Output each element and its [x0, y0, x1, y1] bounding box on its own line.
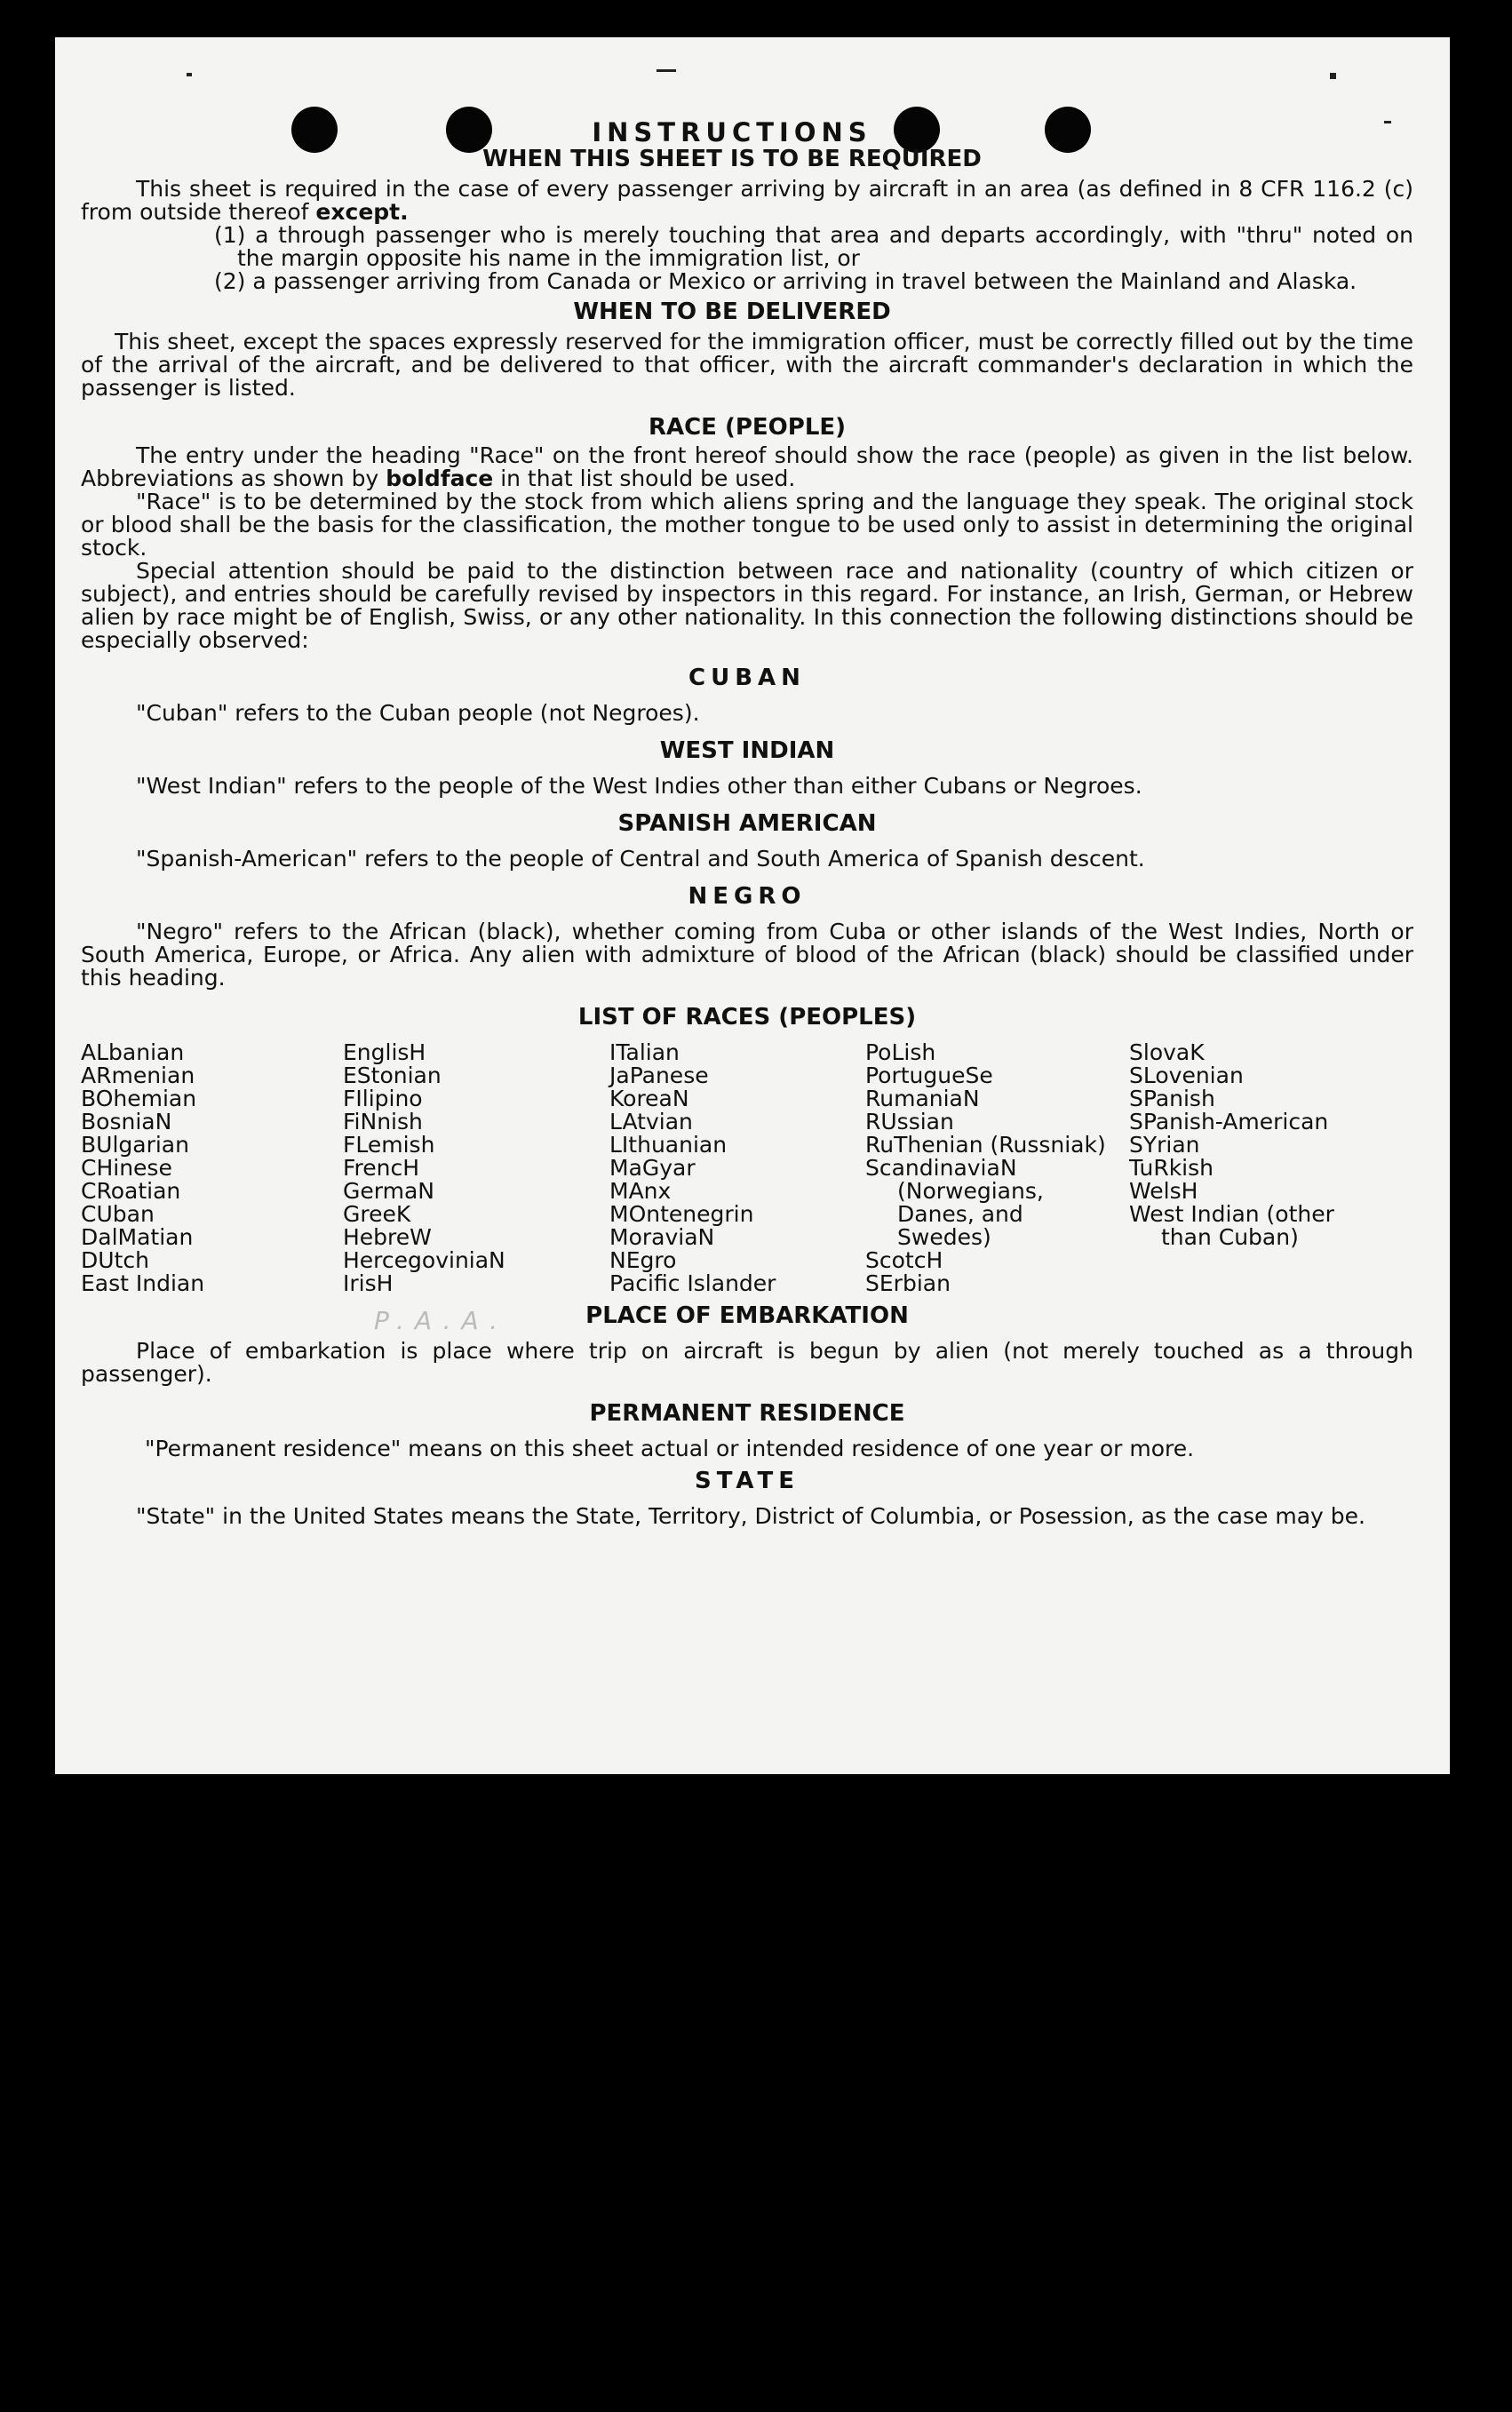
- spanish-american-heading: SPANISH AMERICAN: [617, 810, 877, 837]
- race-entry: BOhemian: [81, 1086, 197, 1111]
- race-entry: Pacific Islander: [609, 1270, 776, 1296]
- race-entry: FrencH: [343, 1155, 420, 1181]
- embarkation-block: [81, 1302, 1413, 1335]
- race-entry: ALbanian: [81, 1039, 185, 1065]
- race-entry: ScandinaviaN: [865, 1155, 1017, 1181]
- race-paragraph-2: "Race" is to be determined by the stock from which aliens spring and the language they speak. The original stock or blood shall be the basis for the classification, the mother tongue to be used only to assist in determining the original stock.: [81, 489, 1413, 561]
- race-entry: than Cuban): [1161, 1224, 1299, 1250]
- race-text-1b: in that list should be used.: [493, 466, 796, 491]
- required-heading: WHEN THIS SHEET IS TO BE REQUIRED: [482, 146, 982, 172]
- cuban-heading: CUBAN: [688, 665, 806, 691]
- races-column-4: [865, 1041, 1129, 1295]
- scan-speck: [1330, 73, 1336, 79]
- race-entry: CRoatian: [81, 1178, 181, 1204]
- race-entry: ITalian: [609, 1039, 680, 1065]
- race-heading: RACE (PEOPLE): [648, 414, 847, 441]
- race-entry: FIlipino: [343, 1086, 423, 1111]
- race-entry: CUban: [81, 1201, 155, 1227]
- races-column-2: [343, 1041, 609, 1295]
- race-entry: NEgro: [609, 1247, 677, 1273]
- race-entry: CHinese: [81, 1155, 172, 1181]
- embarkation-text: Place of embarkation is place where trip on aircraft is begun by alien (not merely touched as a through passenger).: [81, 1338, 1413, 1387]
- race-entry: GermaN: [343, 1178, 434, 1204]
- negro-text: "Negro" refers to the African (black), whether coming from Cuba or other islands of the West Indies, North or South America, Europe, or Africa. Any alien with admixture of blood of the African (black) should be classified under this heading.: [81, 919, 1413, 991]
- race-entry: West Indian (other: [1129, 1201, 1334, 1227]
- race-entry: Swedes): [897, 1224, 991, 1250]
- race-entry: HercegoviniaN: [343, 1247, 505, 1273]
- race-entry: BosniaN: [81, 1109, 172, 1134]
- permanent-residence-text: "Permanent residence" means on this sheet actual or intended residence of one year or more.: [145, 1436, 1195, 1461]
- race-entry: SPanish-American: [1129, 1109, 1329, 1134]
- race-paragraph-1: [81, 444, 1413, 490]
- cuban-text: "Cuban" refers to the Cuban people (not Negroes).: [136, 700, 700, 726]
- race-entry: MAnx: [609, 1178, 672, 1204]
- delivered-heading: WHEN TO BE DELIVERED: [573, 299, 891, 325]
- spanish-american-text: "Spanish-American" refers to the people of Central and South America of Spanish descent.: [136, 846, 1145, 872]
- race-entry: IrisH: [343, 1270, 394, 1296]
- race-entry: DUtch: [81, 1247, 149, 1273]
- race-entry: HebreW: [343, 1224, 432, 1250]
- race-entry: RUssian: [865, 1109, 954, 1134]
- exception-item-1: (1) a through passenger who is merely touching that area and departs accordingly, with "thru" noted on the margin opposite his name in the immigration list, or: [214, 222, 1413, 271]
- west-indian-heading: WEST INDIAN: [659, 737, 835, 764]
- race-entry: FLemish: [343, 1132, 435, 1158]
- scan-speck: [657, 69, 676, 72]
- races-table: [81, 1041, 1413, 1295]
- handwritten-mark: P.A.A.: [374, 1306, 509, 1335]
- state-heading: STATE: [694, 1468, 800, 1494]
- race-entry: WelsH: [1129, 1178, 1198, 1204]
- negro-heading: NEGRO: [688, 883, 807, 910]
- races-column-3: [609, 1041, 865, 1295]
- race-entry: FiNnish: [343, 1109, 423, 1134]
- scan-speck: [187, 73, 192, 76]
- race-entry: GreeK: [343, 1201, 411, 1227]
- race-entry: East Indian: [81, 1270, 205, 1296]
- race-entry: EnglisH: [343, 1039, 426, 1065]
- race-entry: ScotcH: [865, 1247, 943, 1273]
- race-entry: LIthuanian: [609, 1132, 728, 1158]
- race-entry: KoreaN: [609, 1086, 689, 1111]
- race-entry: SPanish: [1129, 1086, 1215, 1111]
- embarkation-heading: PLACE OF EMBARKATION: [585, 1302, 909, 1329]
- race-entry: MoraviaN: [609, 1224, 715, 1250]
- race-entry: PoLish: [865, 1039, 936, 1065]
- race-entry: SLovenian: [1129, 1063, 1244, 1088]
- required-text: This sheet is required in the case of every passenger arriving by aircraft in an area (as defined in 8 CFR 116.2 (c) from outside thereof: [81, 176, 1413, 225]
- race-entry: SlovaK: [1129, 1039, 1205, 1065]
- state-text: "State" in the United States means the State, Territory, District of Columbia, or Posession, as the case may be.: [136, 1503, 1365, 1529]
- page-title: INSTRUCTIONS: [592, 117, 872, 147]
- race-entry: LAtvian: [609, 1109, 693, 1134]
- race-entry: (Norwegians,: [897, 1178, 1044, 1204]
- race-entry: DalMatian: [81, 1224, 194, 1250]
- races-column-1: [81, 1041, 343, 1295]
- delivered-paragraph: This sheet, except the spaces expressly reserved for the immigration officer, must be correctly filled out by the time of the arrival of the aircraft, and be delivered to that officer, with the aircraft commander's declaration in which the passenger is listed.: [81, 329, 1413, 401]
- race-entry: JaPanese: [609, 1063, 709, 1088]
- race-entry: EStonian: [343, 1063, 442, 1088]
- race-text-boldface: boldface: [386, 466, 494, 491]
- exception-item-2: (2) a passenger arriving from Canada or Mexico or arriving in travel between the Mainland and Alaska.: [214, 268, 1357, 294]
- permanent-residence-heading: PERMANENT RESIDENCE: [589, 1400, 905, 1427]
- required-except: except.: [315, 199, 409, 225]
- list-of-races-heading: LIST OF RACES (PEOPLES): [577, 1004, 917, 1031]
- race-entry: MOntenegrin: [609, 1201, 754, 1227]
- races-column-5: [1129, 1041, 1360, 1295]
- race-entry: BUlgarian: [81, 1132, 189, 1158]
- race-entry: SErbian: [865, 1270, 951, 1296]
- race-entry: SYrian: [1129, 1132, 1200, 1158]
- race-entry: RuThenian (Russniak): [865, 1132, 1106, 1158]
- race-text-1a: The entry under the heading "Race" on the front hereof should show the race (people) as given in the list below. Abbreviations as shown by: [81, 442, 1413, 491]
- race-entry: MaGyar: [609, 1155, 696, 1181]
- race-entry: Danes, and: [897, 1201, 1023, 1227]
- race-entry: RumaniaN: [865, 1086, 980, 1111]
- race-entry: ARmenian: [81, 1063, 195, 1088]
- required-paragraph: [81, 178, 1413, 224]
- race-paragraph-3: Special attention should be paid to the distinction between race and nationality (country of which citizen or subject), and entries should be carefully revised by inspectors in this regard. For instance, an Irish, German, or Hebrew alien by race might be of English, Swiss, or any other nationality. In this connection the following distinctions should be especially observed:: [81, 558, 1413, 653]
- race-entry: TuRkish: [1129, 1155, 1214, 1181]
- west-indian-text: "West Indian" refers to the people of the West Indies other than either Cubans or Negroes.: [136, 773, 1142, 799]
- instructions-content: [81, 117, 1413, 1529]
- race-entry: PortugueSe: [865, 1063, 993, 1088]
